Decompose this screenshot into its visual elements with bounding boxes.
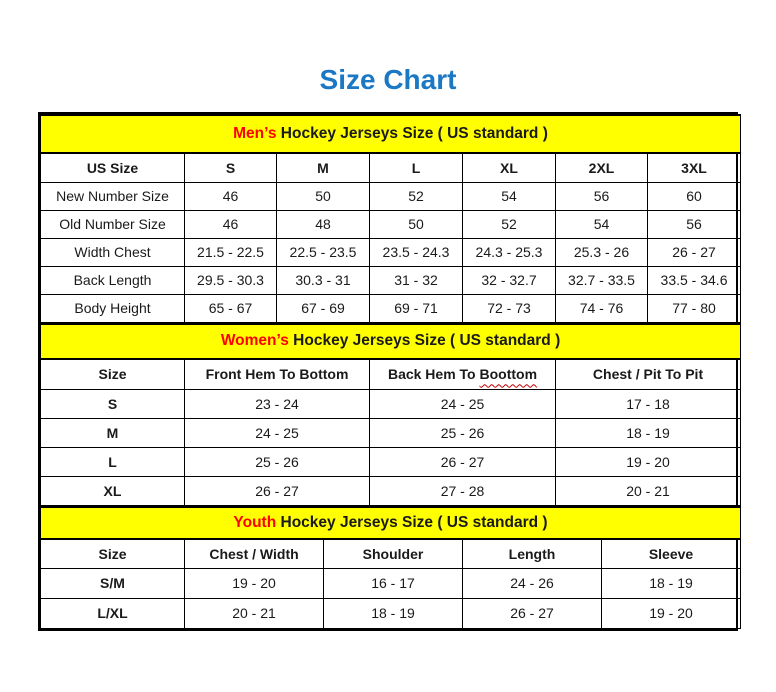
- womens-col-chest: Chest / Pit To Pit: [556, 359, 741, 390]
- womens-col-size: Size: [41, 359, 185, 390]
- cell: 19 - 20: [602, 598, 741, 628]
- youth-col-chest-width: Chest / Width: [185, 539, 324, 568]
- cell: 18 - 19: [556, 419, 741, 448]
- womens-col-back-hem-prefix: Back Hem To: [387, 366, 480, 383]
- cell: 24 - 26: [463, 568, 602, 598]
- row-label: Back Length: [41, 266, 185, 294]
- cell: 25 - 26: [370, 419, 556, 448]
- mens-size-table: [40, 114, 741, 323]
- cell: 32.7 - 33.5: [556, 266, 648, 294]
- mens-section-title-rest: Hockey Jerseys Size ( US standard ): [276, 125, 548, 142]
- table-row: [41, 294, 741, 322]
- cell: 30.3 - 31: [277, 266, 370, 294]
- table-row: [41, 448, 741, 477]
- cell: 74 - 76: [556, 294, 648, 322]
- cell: 19 - 20: [556, 448, 741, 477]
- row-label: XL: [41, 477, 185, 506]
- womens-section-band-row: [41, 324, 741, 359]
- cell: 65 - 67: [185, 294, 277, 322]
- youth-col-sleeve: Sleeve: [602, 539, 741, 568]
- womens-col-back-hem-misspelled-word: Boottom: [479, 366, 538, 383]
- row-label: Body Height: [41, 294, 185, 322]
- youth-header-row: [41, 539, 741, 568]
- cell: 24 - 25: [370, 390, 556, 419]
- table-row: [41, 266, 741, 294]
- row-label: M: [41, 419, 185, 448]
- mens-col-s: S: [185, 153, 277, 182]
- cell: 56: [556, 182, 648, 210]
- womens-section-title-rest: Hockey Jerseys Size ( US standard ): [288, 332, 561, 349]
- cell: 52: [463, 210, 556, 238]
- cell: 72 - 73: [463, 294, 556, 322]
- cell: 20 - 21: [185, 598, 324, 628]
- cell: 23.5 - 24.3: [370, 238, 463, 266]
- table-row: [41, 390, 741, 419]
- cell: 18 - 19: [324, 598, 463, 628]
- row-label: S/M: [41, 568, 185, 598]
- row-label: Old Number Size: [41, 210, 185, 238]
- womens-size-table: [40, 323, 741, 507]
- youth-col-shoulder: Shoulder: [324, 539, 463, 568]
- row-label: L: [41, 448, 185, 477]
- row-label: Width Chest: [41, 238, 185, 266]
- cell: 32 - 32.7: [463, 266, 556, 294]
- cell: 22.5 - 23.5: [277, 238, 370, 266]
- cell: 60: [648, 182, 741, 210]
- womens-section-title: [41, 324, 741, 359]
- table-row: [41, 598, 741, 628]
- cell: 50: [277, 182, 370, 210]
- cell: 26 - 27: [185, 477, 370, 506]
- cell: 29.5 - 30.3: [185, 266, 277, 294]
- cell: 26 - 27: [463, 598, 602, 628]
- row-label: S: [41, 390, 185, 419]
- mens-col-xl: XL: [463, 153, 556, 182]
- womens-col-back-hem: [370, 359, 556, 390]
- youth-section-band-row: [41, 507, 741, 539]
- cell: 46: [185, 210, 277, 238]
- cell: 69 - 71: [370, 294, 463, 322]
- size-chart-container: [38, 112, 738, 631]
- table-row: [41, 210, 741, 238]
- mens-col-3xl: 3XL: [648, 153, 741, 182]
- cell: 54: [463, 182, 556, 210]
- cell: 24 - 25: [185, 419, 370, 448]
- cell: 16 - 17: [324, 568, 463, 598]
- youth-section-title-highlight: Youth: [233, 514, 277, 531]
- mens-section-title: [41, 115, 741, 153]
- page-title: Size Chart: [319, 64, 457, 95]
- mens-col-2xl: 2XL: [556, 153, 648, 182]
- cell: 18 - 19: [602, 568, 741, 598]
- mens-header-row: [41, 153, 741, 182]
- cell: 24.3 - 25.3: [463, 238, 556, 266]
- cell: 67 - 69: [277, 294, 370, 322]
- cell: 26 - 27: [648, 238, 741, 266]
- womens-col-front-hem: Front Hem To Bottom: [185, 359, 370, 390]
- cell: 23 - 24: [185, 390, 370, 419]
- cell: 54: [556, 210, 648, 238]
- cell: 27 - 28: [370, 477, 556, 506]
- mens-section-band-row: [41, 115, 741, 153]
- youth-col-length: Length: [463, 539, 602, 568]
- cell: 52: [370, 182, 463, 210]
- cell: 26 - 27: [370, 448, 556, 477]
- cell: 46: [185, 182, 277, 210]
- mens-col-l: L: [370, 153, 463, 182]
- cell: 77 - 80: [648, 294, 741, 322]
- youth-col-size: Size: [41, 539, 185, 568]
- cell: 17 - 18: [556, 390, 741, 419]
- table-row: [41, 238, 741, 266]
- cell: 48: [277, 210, 370, 238]
- row-label: New Number Size: [41, 182, 185, 210]
- table-row: [41, 182, 741, 210]
- cell: 21.5 - 22.5: [185, 238, 277, 266]
- row-label: L/XL: [41, 598, 185, 628]
- womens-header-row: [41, 359, 741, 390]
- cell: 20 - 21: [556, 477, 741, 506]
- table-row: [41, 477, 741, 506]
- womens-section-title-highlight: Women’s: [220, 332, 289, 349]
- cell: 25 - 26: [185, 448, 370, 477]
- cell: 31 - 32: [370, 266, 463, 294]
- youth-section-title: [41, 507, 741, 539]
- mens-col-m: M: [277, 153, 370, 182]
- cell: 56: [648, 210, 741, 238]
- mens-section-title-highlight: Men’s: [233, 125, 277, 142]
- cell: 50: [370, 210, 463, 238]
- cell: 33.5 - 34.6: [648, 266, 741, 294]
- youth-size-table: [40, 506, 741, 629]
- cell: 25.3 - 26: [556, 238, 648, 266]
- mens-col-us-size: US Size: [41, 153, 185, 182]
- cell: 19 - 20: [185, 568, 324, 598]
- youth-section-title-rest: Hockey Jerseys Size ( US standard ): [276, 514, 548, 531]
- table-row: [41, 568, 741, 598]
- table-row: [41, 419, 741, 448]
